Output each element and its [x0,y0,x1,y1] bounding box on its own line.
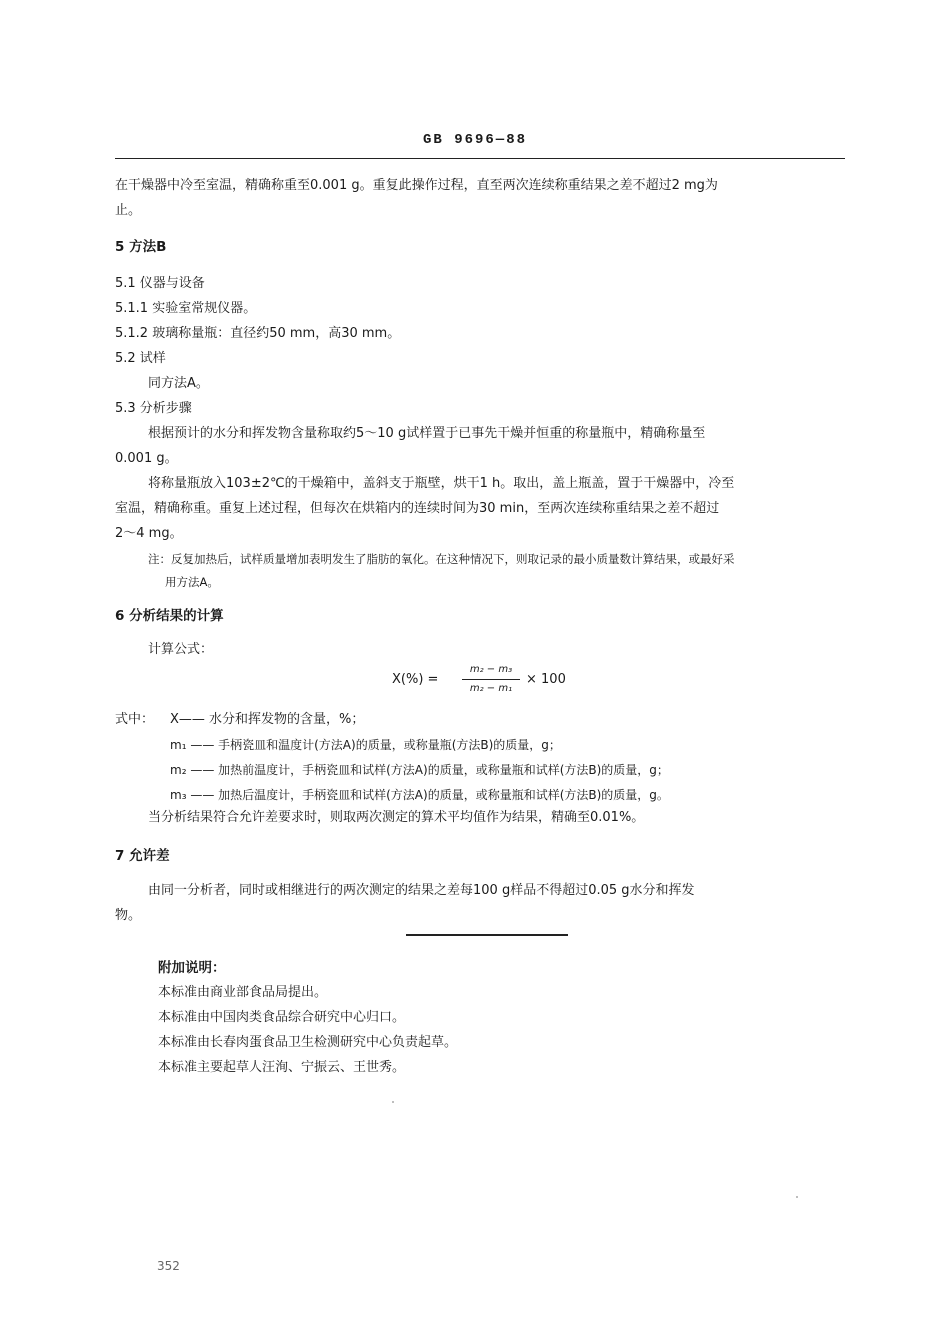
procedure-p1-line-2: 0.001 g。 [115,451,178,466]
formula-label: 计算公式： [148,642,214,657]
continuation-line-1: 在干燥器中冷至室温，精确称重至0.001 g。重复此操作过程，直至两次连续称重结果之差不超过2 mg为 [115,178,718,193]
formula-fraction [462,662,520,697]
definition-x: X—— 水分和挥发物的含量，%； [170,712,365,727]
note-line-2: 用方法A。 [165,575,219,589]
appendix-title: 附加说明： [158,960,226,976]
appendix-line-1: 本标准由商业部食品局提出。 [158,985,328,1000]
result-statement: 当分析结果符合允许差要求时，则取两次测定的算术平均值作为结果，精确至0.01%。 [148,810,645,825]
scan-speck [796,1196,798,1198]
formula-rhs: × 100 [526,672,566,687]
scan-speck [392,1101,394,1103]
section-5-heading: 5 方法B [115,239,167,255]
section-5-2-text: 同方法A。 [148,376,209,391]
formula-lhs: X(%) = [392,672,439,687]
appendix-line-4: 本标准主要起草人汪洵、宁振云、王世秀。 [158,1060,406,1075]
formula-denominator: m₂ − m₁ [469,683,513,694]
end-rule [406,934,568,936]
note-line-1: 注：反复加热后，试样质量增加表明发生了脂肪的氧化。在这种情况下，则取记录的最小质量数计算结果，或最好采 [148,552,735,566]
definition-m1: m₁ —— 手柄瓷皿和温度计(方法A)的质量，或称量瓶(方法B)的质量，g； [170,738,561,752]
section-5-3: 5.3 分析步骤 [115,401,192,416]
definition-m2: m₂ —— 加热前温度计，手柄瓷皿和试样(方法A)的质量，或称量瓶和试样(方法B)的质量，g； [170,763,669,777]
appendix-line-2: 本标准由中国肉类食品综合研究中心归口。 [158,1010,406,1025]
procedure-p1-line-1: 根据预计的水分和挥发物含量称取约5～10 g试样置于已事先干燥并恒重的称量瓶中，精确称量至 [148,426,706,441]
procedure-p2-line-2: 室温，精确称重。重复上述过程，但每次在烘箱内的连续时间为30 min，至两次连续称重结果之差不超过 [115,501,720,516]
section-5-1: 5.1 仪器与设备 [115,276,205,291]
tolerance-line-2: 物。 [115,908,142,923]
where-label: 式中： [115,712,155,727]
procedure-p2-line-3: 2～4 mg。 [115,526,183,541]
section-6-heading: 6 分析结果的计算 [115,608,224,624]
formula-numerator: m₂ − m₃ [469,664,513,675]
section-7-heading: 7 允许差 [115,848,170,864]
appendix-line-3: 本标准由长春肉蛋食品卫生检测研究中心负责起草。 [158,1035,458,1050]
tolerance-line-1: 由同一分析者，同时或相继进行的两次测定的结果之差每100 g样品不得超过0.05 g水分和挥发 [148,883,695,898]
section-5-1-1: 5.1.1 实验室常规仪器。 [115,301,257,316]
standard-code-header: GB 9696—88 [422,132,527,148]
section-5-2: 5.2 试样 [115,351,166,366]
section-5-1-2: 5.1.2 玻璃称量瓶：直径约50 mm，高30 mm。 [115,326,401,341]
page-number: 352 [157,1259,180,1273]
procedure-p2-line-1: 将称量瓶放入103±2℃的干燥箱中，盖斜支于瓶壁，烘干1 h。取出，盖上瓶盖，置于干燥器中，冷至 [148,476,735,491]
definition-m3: m₃ —— 加热后温度计，手柄瓷皿和试样(方法A)的质量，或称量瓶和试样(方法B)的质量，g。 [170,788,669,802]
continuation-line-2: 止。 [115,203,142,218]
header-rule [115,158,845,159]
fraction-bar [462,679,520,680]
